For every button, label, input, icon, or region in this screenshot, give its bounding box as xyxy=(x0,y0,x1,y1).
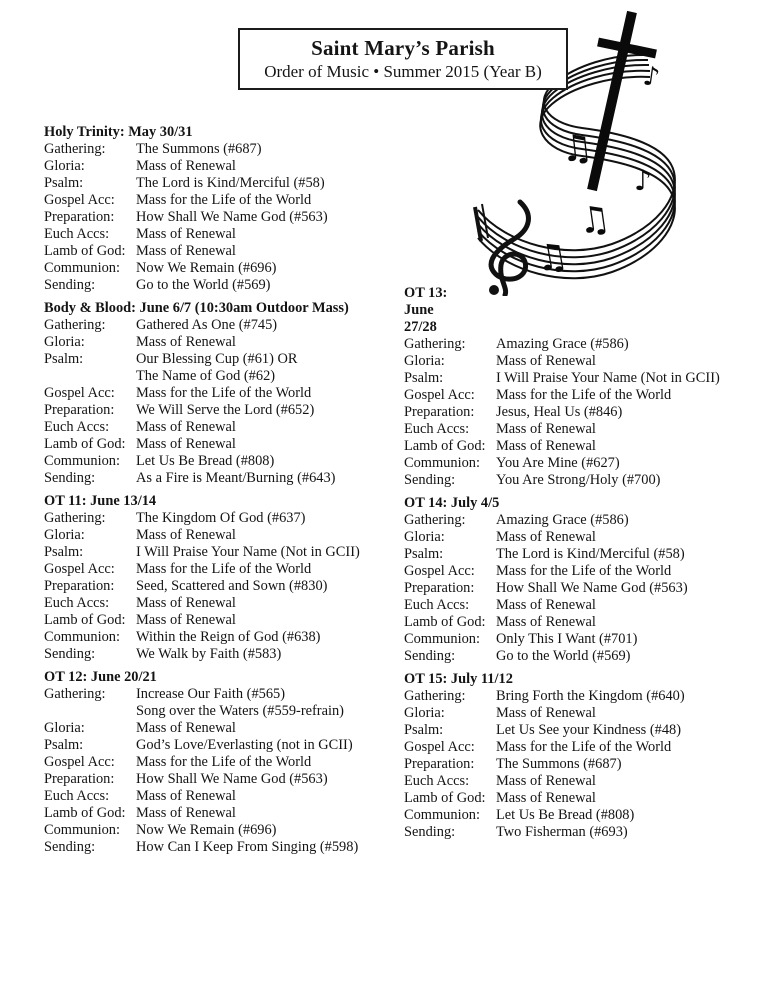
row-label: Preparation: xyxy=(44,402,115,418)
order-row xyxy=(44,351,389,368)
order-row xyxy=(44,703,389,720)
row-label: Lamb of God: xyxy=(44,243,126,259)
row-label: Gathering: xyxy=(404,512,466,528)
row-label: Gathering: xyxy=(44,141,106,157)
row-value: The Lord is Kind/Merciful (#58) xyxy=(496,546,685,562)
order-row xyxy=(44,561,389,578)
row-label xyxy=(44,703,136,720)
order-row xyxy=(44,527,389,544)
row-label: Preparation: xyxy=(44,209,115,225)
row-label: Euch Accs: xyxy=(44,595,110,611)
row-label: Communion: xyxy=(404,807,480,823)
section-heading: OT 13: xyxy=(404,285,448,301)
row-value: Mass for the Life of the World xyxy=(136,385,312,401)
row-value: Mass of Renewal xyxy=(496,705,596,721)
row-value: How Shall We Name God (#563) xyxy=(136,771,328,787)
row-label: Sending: xyxy=(404,648,456,664)
row-label: Euch Accs: xyxy=(404,773,470,789)
row-label: Psalm: xyxy=(404,722,444,738)
section-heading: OT 15: July 11/12 xyxy=(404,671,513,687)
row-value: Go to the World (#569) xyxy=(136,277,271,293)
row-value: You Are Strong/Holy (#700) xyxy=(496,472,661,488)
note-icon: ♫ xyxy=(575,197,614,243)
row-label: Gospel Acc: xyxy=(404,563,475,579)
order-row xyxy=(44,175,389,192)
row-label: Euch Accs: xyxy=(44,419,110,435)
order-row xyxy=(44,385,389,402)
order-row xyxy=(404,472,754,489)
right-column xyxy=(404,285,754,847)
row-label: Psalm: xyxy=(44,544,84,560)
row-value: Amazing Grace (#586) xyxy=(496,336,629,352)
row-label: Gospel Acc: xyxy=(404,387,475,403)
row-value: Mass of Renewal xyxy=(136,612,236,628)
row-label: Gathering: xyxy=(404,688,466,704)
row-value: Mass of Renewal xyxy=(136,226,236,242)
row-value: We Will Serve the Lord (#652) xyxy=(136,402,315,418)
row-label: Communion: xyxy=(404,631,480,647)
order-row xyxy=(44,612,389,629)
mass-section xyxy=(44,124,389,294)
row-label: Gospel Acc: xyxy=(44,754,115,770)
row-label: Psalm: xyxy=(44,175,84,191)
order-row xyxy=(404,790,754,807)
row-value: Mass of Renewal xyxy=(136,595,236,611)
row-value: Mass for the Life of the World xyxy=(496,563,672,579)
row-label: Communion: xyxy=(44,453,120,469)
order-row xyxy=(44,822,389,839)
row-label: Lamb of God: xyxy=(44,612,126,628)
order-row xyxy=(44,209,389,226)
row-value: Mass of Renewal xyxy=(496,790,596,806)
row-label: Euch Accs: xyxy=(404,421,470,437)
row-value: Mass of Renewal xyxy=(496,529,596,545)
order-row xyxy=(44,510,389,527)
row-label: Gathering: xyxy=(404,336,466,352)
order-row xyxy=(404,455,754,472)
left-column xyxy=(44,124,389,862)
order-row xyxy=(44,453,389,470)
note-icon: ♫ xyxy=(558,126,596,171)
row-label: Gospel Acc: xyxy=(44,561,115,577)
order-row xyxy=(44,788,389,805)
row-label: Gospel Acc: xyxy=(44,385,115,401)
row-value: Two Fisherman (#693) xyxy=(496,824,628,840)
mass-section xyxy=(44,669,389,856)
row-label: Gloria: xyxy=(44,527,85,543)
order-row xyxy=(44,720,389,737)
order-row xyxy=(44,419,389,436)
order-row xyxy=(44,629,389,646)
row-value: Let Us See your Kindness (#48) xyxy=(496,722,682,738)
row-value: Go to the World (#569) xyxy=(496,648,631,664)
row-value: The Summons (#687) xyxy=(136,141,262,157)
row-value: Amazing Grace (#586) xyxy=(496,512,629,528)
row-value: Now We Remain (#696) xyxy=(136,822,277,838)
row-value: Mass of Renewal xyxy=(136,158,236,174)
order-row xyxy=(44,192,389,209)
section-heading: Body & Blood: June 6/7 (10:30am Outdoor Mass) xyxy=(44,300,349,316)
row-label: Sending: xyxy=(404,824,456,840)
row-label: Communion: xyxy=(44,629,120,645)
row-value: Mass of Renewal xyxy=(496,421,596,437)
page-subtitle: Order of Music • Summer 2015 (Year B) xyxy=(264,62,542,81)
row-value: Mass of Renewal xyxy=(136,788,236,804)
order-row xyxy=(404,631,754,648)
section-heading: OT 14: July 4/5 xyxy=(404,495,500,511)
row-label: Gloria: xyxy=(404,353,445,369)
order-row xyxy=(404,563,754,580)
order-row xyxy=(44,754,389,771)
mass-section xyxy=(404,671,754,841)
row-label: Sending: xyxy=(44,839,96,855)
row-value: Mass of Renewal xyxy=(496,438,596,454)
row-label: Euch Accs: xyxy=(44,226,110,242)
order-row xyxy=(404,421,754,438)
order-row xyxy=(44,839,389,856)
row-value: Our Blessing Cup (#61) OR xyxy=(136,351,298,367)
row-label: Gloria: xyxy=(44,334,85,350)
mass-section xyxy=(404,285,754,489)
order-row xyxy=(44,260,389,277)
row-value: Mass of Renewal xyxy=(136,720,236,736)
row-label: Gloria: xyxy=(44,720,85,736)
order-row xyxy=(44,578,389,595)
row-label: Lamb of God: xyxy=(404,790,486,806)
order-row xyxy=(404,807,754,824)
order-row xyxy=(44,141,389,158)
order-row xyxy=(404,739,754,756)
note-icon: ♪ xyxy=(634,164,652,197)
mass-section xyxy=(44,493,389,663)
order-row xyxy=(404,688,754,705)
row-value: Mass of Renewal xyxy=(496,614,596,630)
order-row xyxy=(44,686,389,703)
row-label: Lamb of God: xyxy=(404,614,486,630)
row-value: How Can I Keep From Singing (#598) xyxy=(136,839,359,855)
order-row xyxy=(44,368,389,385)
row-label: Lamb of God: xyxy=(404,438,486,454)
order-row xyxy=(404,438,754,455)
row-value: Within the Reign of God (#638) xyxy=(136,629,321,645)
mass-section xyxy=(404,495,754,665)
row-value: Increase Our Faith (#565) xyxy=(136,686,286,702)
order-row xyxy=(44,158,389,175)
row-label: Gathering: xyxy=(44,510,106,526)
row-value: Let Us Be Bread (#808) xyxy=(136,453,275,469)
order-row xyxy=(44,737,389,754)
row-value: We Walk by Faith (#583) xyxy=(136,646,282,662)
section-heading: June xyxy=(404,302,434,318)
order-row xyxy=(404,387,754,404)
row-value: The Lord is Kind/Merciful (#58) xyxy=(136,175,325,191)
row-value: Mass of Renewal xyxy=(136,436,236,452)
row-label: Preparation: xyxy=(404,756,475,772)
row-value: Jesus, Heal Us (#846) xyxy=(496,404,623,420)
row-label: Psalm: xyxy=(404,370,444,386)
row-label: Preparation: xyxy=(404,404,475,420)
row-value: Mass of Renewal xyxy=(136,243,236,259)
row-value: Mass of Renewal xyxy=(496,353,596,369)
row-label: Lamb of God: xyxy=(44,805,126,821)
row-value: Mass of Renewal xyxy=(136,805,236,821)
order-row xyxy=(404,614,754,631)
row-value: The Kingdom Of God (#637) xyxy=(136,510,306,526)
row-label xyxy=(44,368,136,385)
row-label: Euch Accs: xyxy=(44,788,110,804)
row-value: How Shall We Name God (#563) xyxy=(496,580,688,596)
section-heading: Holy Trinity: May 30/31 xyxy=(44,124,193,140)
row-value: I Will Praise Your Name (Not in GCII) xyxy=(136,544,360,560)
row-value: Let Us Be Bread (#808) xyxy=(496,807,635,823)
order-row xyxy=(44,317,389,334)
row-value: Mass for the Life of the World xyxy=(136,561,312,577)
row-value: Song over the Waters (#559-refrain) xyxy=(136,703,344,719)
row-label: Psalm: xyxy=(44,351,84,367)
row-label: Communion: xyxy=(404,455,480,471)
row-label: Sending: xyxy=(44,646,96,662)
row-label: Communion: xyxy=(44,822,120,838)
row-label: Psalm: xyxy=(44,737,84,753)
page-title: Saint Mary’s Parish xyxy=(311,36,495,60)
order-row xyxy=(404,597,754,614)
row-label: Preparation: xyxy=(44,771,115,787)
order-row xyxy=(404,756,754,773)
row-label: Sending: xyxy=(44,470,96,486)
order-row xyxy=(404,705,754,722)
row-label: Preparation: xyxy=(44,578,115,594)
row-value: The Name of God (#62) xyxy=(136,368,276,384)
row-value: Now We Remain (#696) xyxy=(136,260,277,276)
order-row xyxy=(404,722,754,739)
order-row xyxy=(404,370,754,387)
section-heading: 27/28 xyxy=(404,319,437,335)
order-row xyxy=(404,546,754,563)
order-row xyxy=(44,470,389,487)
row-value: I Will Praise Your Name (Not in GCII) xyxy=(496,370,720,386)
mass-section xyxy=(44,300,389,487)
order-row xyxy=(44,646,389,663)
row-value: Mass of Renewal xyxy=(496,597,596,613)
row-label: Gathering: xyxy=(44,317,106,333)
row-value: Mass of Renewal xyxy=(136,334,236,350)
order-row xyxy=(44,771,389,788)
row-label: Gloria: xyxy=(44,158,85,174)
order-row xyxy=(404,773,754,790)
row-label: Psalm: xyxy=(404,546,444,562)
row-value: Mass for the Life of the World xyxy=(496,387,672,403)
order-row xyxy=(44,277,389,294)
row-value: Mass of Renewal xyxy=(496,773,596,789)
row-value: Bring Forth the Kingdom (#640) xyxy=(496,688,685,704)
row-label: Gloria: xyxy=(404,705,445,721)
order-row xyxy=(404,824,754,841)
row-label: Sending: xyxy=(404,472,456,488)
section-heading: OT 12: June 20/21 xyxy=(44,669,157,685)
order-row xyxy=(404,404,754,421)
order-row xyxy=(404,580,754,597)
order-row xyxy=(404,512,754,529)
row-label: Gloria: xyxy=(404,529,445,545)
row-value: The Summons (#687) xyxy=(496,756,622,772)
order-row xyxy=(44,226,389,243)
row-label: Gospel Acc: xyxy=(404,739,475,755)
order-row xyxy=(404,353,754,370)
row-label: Communion: xyxy=(44,260,120,276)
order-row xyxy=(404,529,754,546)
row-value: Mass for the Life of the World xyxy=(496,739,672,755)
order-row xyxy=(44,544,389,561)
order-row xyxy=(44,805,389,822)
row-label: Lamb of God: xyxy=(44,436,126,452)
order-row xyxy=(404,336,754,353)
title-box xyxy=(238,28,568,90)
order-row xyxy=(44,595,389,612)
row-value: How Shall We Name God (#563) xyxy=(136,209,328,225)
row-value: Seed, Scattered and Sown (#830) xyxy=(136,578,328,594)
row-label: Gospel Acc: xyxy=(44,192,115,208)
row-label: Sending: xyxy=(44,277,96,293)
order-row xyxy=(404,648,754,665)
row-value: Mass for the Life of the World xyxy=(136,192,312,208)
row-value: As a Fire is Meant/Burning (#643) xyxy=(136,470,336,486)
order-row xyxy=(44,334,389,351)
order-row xyxy=(44,402,389,419)
order-row xyxy=(44,436,389,453)
order-row xyxy=(44,243,389,260)
row-value: Mass for the Life of the World xyxy=(136,754,312,770)
section-heading: OT 11: June 13/14 xyxy=(44,493,157,509)
row-value: God’s Love/Everlasting (not in GCII) xyxy=(136,737,353,753)
row-value: Mass of Renewal xyxy=(136,527,236,543)
row-value: Only This I Want (#701) xyxy=(496,631,638,647)
row-label: Euch Accs: xyxy=(404,597,470,613)
row-label: Preparation: xyxy=(404,580,475,596)
row-label: Gathering: xyxy=(44,686,106,702)
note-icon: ♪ xyxy=(641,61,662,94)
row-value: You Are Mine (#627) xyxy=(496,455,620,471)
note-icon: ♫ xyxy=(532,234,572,281)
row-value: Gathered As One (#745) xyxy=(136,317,278,333)
row-value: Mass of Renewal xyxy=(136,419,236,435)
